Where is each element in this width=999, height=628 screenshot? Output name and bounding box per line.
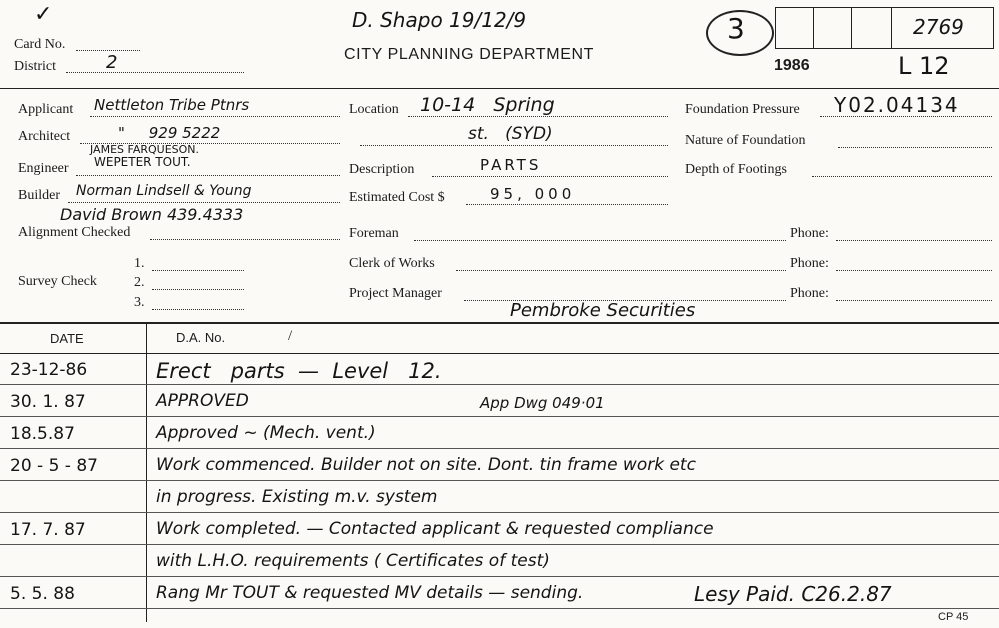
tick-mark: ✓: [34, 2, 53, 27]
location-line: [408, 116, 668, 117]
district-value: 2: [106, 52, 118, 73]
phone-line: [836, 270, 992, 271]
da-header: D.A. No.: [176, 330, 226, 345]
clerk-line: [456, 270, 786, 271]
log-row-rule: [0, 384, 999, 385]
applicant-label: Applicant: [18, 102, 74, 117]
engineer-value: WEPETER TOUT.: [94, 155, 191, 169]
log-header-rule: [0, 353, 999, 354]
location-value-2: st. (SYD): [468, 124, 553, 144]
log-top-rule: [0, 322, 999, 324]
log-entry-text: Rang Mr TOUT & requested MV details — sending.: [156, 583, 584, 603]
alignment-line: [150, 239, 340, 240]
clerk-label: Clerk of Works: [349, 256, 435, 271]
survey-line: [152, 270, 244, 271]
engineer-value-top: JAMES FARQUESON.: [90, 143, 200, 156]
architect-label: Architect: [18, 129, 71, 144]
log-row-rule: [0, 512, 999, 513]
foreman-phone-label: Phone:: [790, 226, 829, 241]
applicant-line: [90, 116, 340, 117]
estimated-cost-value: 95, 000: [490, 185, 576, 203]
handwritten-note: D. Shapo 19/12/9: [352, 8, 527, 32]
signature: Lesy Paid. C26.2.87: [694, 582, 892, 606]
log-row-rule: [0, 576, 999, 577]
builder-contact: David Brown 439.4333: [60, 205, 244, 224]
da-value: /: [288, 328, 293, 344]
description-line: [432, 176, 668, 177]
box-divider: [891, 7, 892, 49]
location-value: 10-14 Spring: [420, 94, 555, 116]
card-no-line: [76, 50, 140, 51]
card-title: CITY PLANNING DEPARTMENT: [344, 46, 594, 63]
footer-code: CP 45: [938, 611, 969, 623]
log-date: 23-12-86: [10, 360, 88, 380]
log-date: 18.5.87: [10, 424, 75, 444]
log-entry-text: Approved ~ (Mech. vent.): [156, 423, 376, 443]
survey-label: Survey Check: [18, 274, 97, 289]
card-number: 2769: [913, 15, 964, 39]
log-row-rule: [0, 544, 999, 545]
log-entry-text: Work completed. — Contacted applicant & requested compliance: [156, 519, 714, 539]
level-note: L 12: [898, 52, 950, 80]
log-date: 17. 7. 87: [10, 520, 86, 540]
pm-phone-label: Phone:: [790, 286, 829, 301]
survey-item-1: 1.: [134, 256, 145, 271]
log-row-rule: [0, 416, 999, 417]
log-row-rule: [0, 448, 999, 449]
estimated-cost-label: Estimated Cost $: [349, 190, 445, 205]
depth-footings-label: Depth of Footings: [685, 162, 787, 177]
log-entry-text: with L.H.O. requirements ( Certificates of test): [156, 551, 550, 571]
builder-value: Norman Lindsell & Young: [76, 183, 252, 199]
date-header: DATE: [50, 331, 84, 346]
nature-foundation-label: Nature of Foundation: [685, 133, 806, 148]
log-entry-text: Erect parts — Level 12.: [156, 359, 442, 383]
log-entry-text: APPROVED: [156, 391, 249, 411]
circled-number: 3: [727, 12, 745, 45]
log-entry-text: in progress. Existing m.v. system: [156, 487, 438, 507]
log-row-rule: [0, 608, 999, 609]
log-column-divider: [146, 322, 147, 622]
clerk-phone-label: Phone:: [790, 256, 829, 271]
phone-line: [836, 240, 992, 241]
log-row-rule: [0, 480, 999, 481]
phone-line: [836, 300, 992, 301]
log-date: 5. 5. 88: [10, 584, 75, 604]
box-divider: [851, 7, 852, 49]
depth-footings-line: [812, 176, 992, 177]
foreman-line: [414, 240, 786, 241]
header-rule: [0, 88, 999, 89]
foreman-label: Foreman: [349, 226, 399, 241]
location-label: Location: [349, 102, 399, 117]
project-manager-value: Pembroke Securities: [510, 300, 696, 321]
box-divider: [813, 7, 814, 49]
survey-item-2: 2.: [134, 275, 145, 290]
applicant-value: Nettleton Tribe Ptnrs: [94, 96, 250, 114]
engineer-label: Engineer: [18, 161, 69, 176]
foundation-pressure-value: Y02.04134: [834, 93, 960, 117]
engineer-line: [76, 175, 340, 176]
alignment-label: Alignment Checked: [18, 225, 131, 240]
description-value: PARTS: [480, 156, 542, 174]
year: 1986: [774, 57, 810, 74]
architect-value: " 929 5222: [118, 124, 221, 142]
location-line-2: [360, 145, 668, 146]
description-label: Description: [349, 162, 415, 177]
builder-line: [68, 202, 340, 203]
log-entry-text: Work commenced. Builder not on site. Dont. tin frame work etc: [156, 455, 696, 475]
log-date: 30. 1. 87: [10, 392, 86, 412]
card-no-label: Card No.: [14, 37, 66, 52]
district-line: [66, 72, 244, 73]
log-date: 20 - 5 - 87: [10, 456, 98, 476]
survey-line: [152, 289, 244, 290]
estimated-cost-line: [466, 204, 668, 205]
builder-label: Builder: [18, 188, 60, 203]
survey-item-3: 3.: [134, 295, 145, 310]
nature-foundation-line: [838, 147, 992, 148]
district-label: District: [14, 59, 56, 74]
log-entry-extra: App Dwg 049·01: [480, 394, 605, 412]
survey-line: [152, 309, 244, 310]
project-manager-label: Project Manager: [349, 286, 442, 301]
foundation-pressure-label: Foundation Pressure: [685, 102, 800, 117]
